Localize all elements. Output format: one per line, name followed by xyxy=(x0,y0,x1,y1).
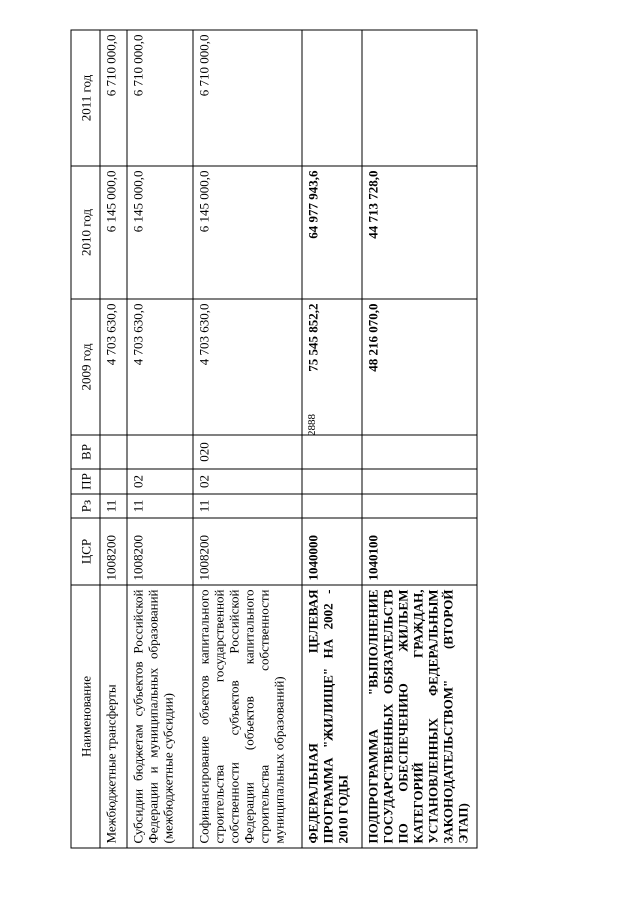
table-header-row xyxy=(71,30,100,848)
table-row xyxy=(302,30,362,848)
table-row xyxy=(100,30,127,848)
header-vr: ВР xyxy=(71,435,100,469)
row-vr xyxy=(100,435,127,469)
row-2010: 6 145 000,0 xyxy=(100,166,127,299)
table-row xyxy=(127,30,193,848)
header-2011: 2011 год xyxy=(71,30,100,166)
row-rz: 11 xyxy=(127,494,193,518)
row-rz xyxy=(362,494,477,518)
row-2009: 4 703 630,0 xyxy=(127,299,193,435)
row-2009: 4 703 630,0 xyxy=(100,299,127,435)
table-row xyxy=(362,30,477,848)
row-2010: 6 145 000,0 xyxy=(127,166,193,299)
header-name: Наименование xyxy=(71,585,100,848)
row-name: Межбюджетные трансферты xyxy=(100,585,127,848)
row-2010: 44 713 728,0 xyxy=(362,166,477,299)
budget-table xyxy=(70,29,477,848)
header-csr: ЦСР xyxy=(71,518,100,585)
header-pr: ПР xyxy=(71,469,100,494)
row-2011: 6 710 000,0 xyxy=(100,30,127,166)
row-csr: 1008200 xyxy=(100,518,127,585)
header-2010: 2010 год xyxy=(71,166,100,299)
row-pr xyxy=(302,469,362,494)
row-vr xyxy=(362,435,477,469)
row-2009: 4 703 630,0 xyxy=(193,299,302,435)
row-pr: 02 xyxy=(193,469,302,494)
header-rz: Рз xyxy=(71,494,100,518)
row-rz: 11 xyxy=(100,494,127,518)
row-rz xyxy=(302,494,362,518)
row-2011 xyxy=(302,30,362,166)
row-2009: 48 216 070,0 xyxy=(362,299,477,435)
row-pr xyxy=(100,469,127,494)
row-vr xyxy=(302,435,362,469)
row-2011: 6 710 000,0 xyxy=(193,30,302,166)
row-2011: 6 710 000,0 xyxy=(127,30,193,166)
rotated-page xyxy=(70,30,591,848)
row-csr: 1040000 xyxy=(302,518,362,585)
header-2009: 2009 год xyxy=(71,299,100,435)
row-name: Субсидии бюджетам субъектов Российской Федерации и муниципальных образований (межбюджетные субсидии) xyxy=(127,585,193,848)
row-vr xyxy=(127,435,193,469)
page-number: 2888 xyxy=(306,414,318,436)
row-csr: 1008200 xyxy=(127,518,193,585)
row-name: Софинансирование объектов капитального строительства государственной собственности субъектов Российской Федерации (объектов капитального строительства собственности муниципальных образований) xyxy=(193,585,302,848)
row-2010: 6 145 000,0 xyxy=(193,166,302,299)
row-name: ПОДПРОГРАММА "ВЫПОЛНЕНИЕ ГОСУДАРСТВЕННЫХ ОБЯЗАТЕЛЬСТВ ПО ОБЕСПЕЧЕНИЮ ЖИЛЬЕМ КАТЕГОРИЙ ГРАЖДАН, УСТАНОВЛЕННЫХ ФЕДЕРАЛЬНЫМ ЗАКОНОДАТЕЛЬСТВОМ" (ВТОРОЙ ЭТАП) xyxy=(362,585,477,848)
row-2011 xyxy=(362,30,477,166)
row-pr xyxy=(362,469,477,494)
row-csr: 1040100 xyxy=(362,518,477,585)
row-pr: 02 xyxy=(127,469,193,494)
row-csr: 1008200 xyxy=(193,518,302,585)
table-row xyxy=(193,30,302,848)
row-2010: 64 977 943,6 xyxy=(302,166,362,299)
row-rz: 11 xyxy=(193,494,302,518)
row-name: ФЕДЕРАЛЬНАЯ ЦЕЛЕВАЯ ПРОГРАММА "ЖИЛИЩЕ" НА 2002 - 2010 ГОДЫ xyxy=(302,585,362,848)
row-2009: 75 545 852,2 xyxy=(302,299,362,435)
row-vr: 020 xyxy=(193,435,302,469)
